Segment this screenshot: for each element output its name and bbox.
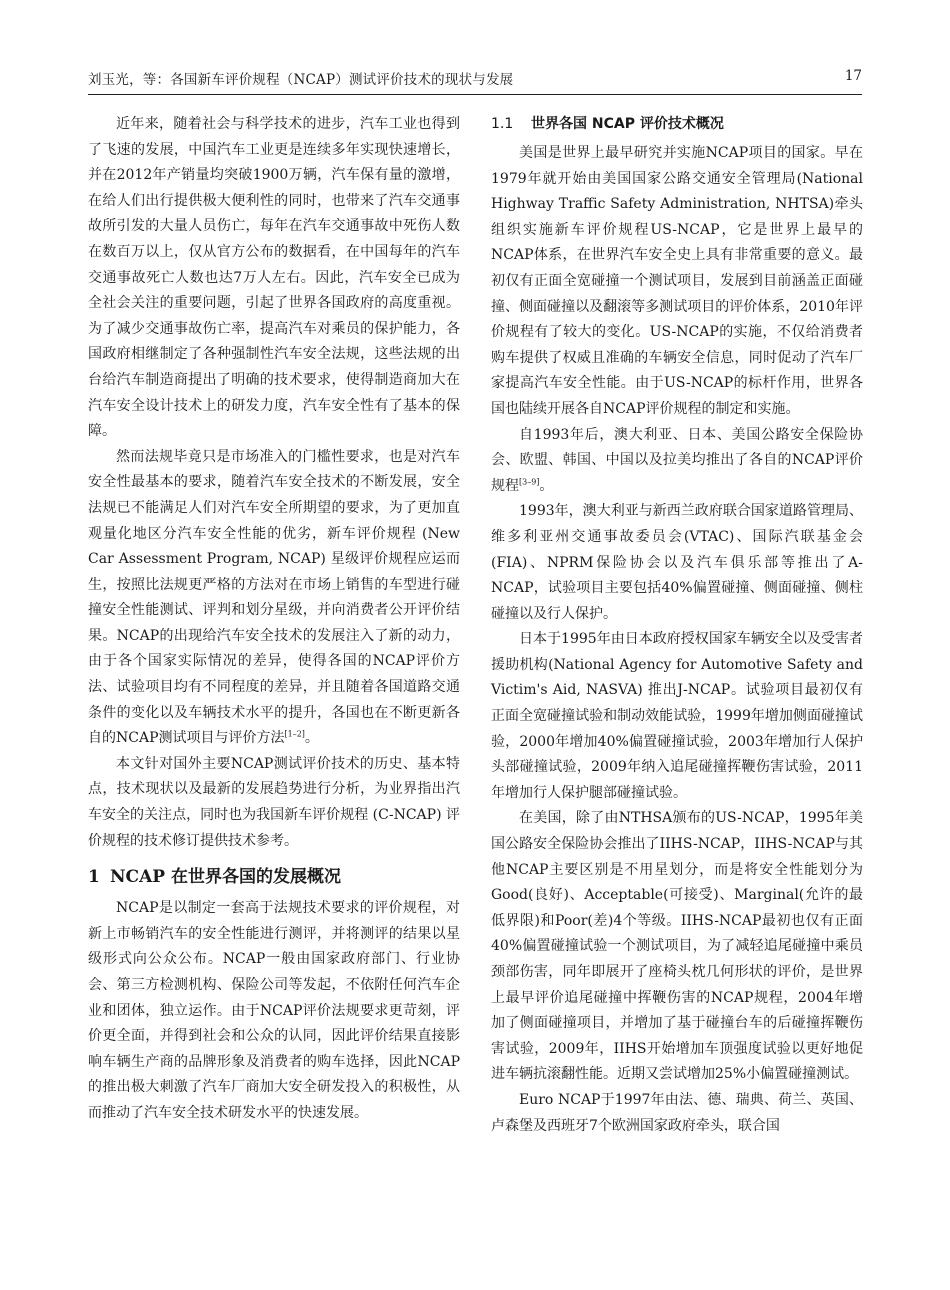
running-title: 刘玉光，等：各国新车评价规程（NCAP）测试评价技术的现状与发展 <box>88 72 514 88</box>
section-number: 1 <box>88 867 100 888</box>
page-number: 17 <box>844 68 862 84</box>
section-title: NCAP 在世界各国的发展概况 <box>110 867 341 888</box>
paragraph: 1993年，澳大利亚与新西兰政府联合国家道路管理局、维多利亚州交通事故委员会(VTAC)、国际汽联基金会(FIA)、NPRM保险协会以及汽车俱乐部等推出了A-NCAP，试验项目主要包括40%偏置碰撞、侧面碰撞、侧柱碰撞以及行人保护。 <box>491 503 863 622</box>
paragraph: 日本于1995年由日本政府授权国家车辆安全以及受害者援助机构(National Agency for Automotive Safety and Victim's Aid, NASVA) 推出J-NCAP。试验项目最初仅有正面全宽碰撞试验和制动效能试验，1999年增加侧面碰撞试验，2000年增加40%偏置碰撞试验，2003年增加行人保护头部碰撞试验，2009年纳入追尾碰撞挥鞭伤害试验，2011年增加行人保护腿部碰撞试验。 <box>491 631 863 801</box>
subsection-number: 1.1 <box>491 116 514 132</box>
right-column <box>491 112 863 1139</box>
paragraph-end: 。 <box>304 730 319 747</box>
subsection-title: 世界各国 NCAP 评价技术概况 <box>531 116 724 132</box>
paragraph-end: 。 <box>539 477 554 494</box>
paragraph: 美国是世界上最早研究并实施NCAP项目的国家。早在1979年就开始由美国国家公路交通安全管理局(National Highway Traffic Safety Administration, NHTSA)牵头组织实施新车评价规程US-NCAP，它是世界上最早的NCAP体系，在世界汽车安全史上具有非常重要的意义。最初仅有正面全宽碰撞一个测试项目，发展到目前涵盖正面碰撞、侧面碰撞以及翻滚等多测试项目的评价体系，2010年评价规程有了较大的变化。US-NCAP的实施，不仅给消费者购车提供了权威且准确的车辆安全信息，同时促动了汽车厂家提高汽车安全性能。由于US-NCAP的标杆作用，世界各国也陆续开展各自NCAP评价规程的制定和实施。 <box>491 145 863 417</box>
section-heading <box>88 864 460 890</box>
paragraph: Euro NCAP于1997年由法、德、瑞典、荷兰、英国、卢森堡及西班牙7个欧洲国家政府牵头，联合国 <box>491 1091 863 1134</box>
running-header <box>88 68 862 95</box>
paragraph: NCAP是以制定一套高于法规技术要求的评价规程，对新上市畅销汽车的安全性能进行测评，并将测评的结果以星级形式向公众公布。NCAP一般由国家政府部门、行业协会、第三方检测机构、保险公司等发起，不依附任何汽车企业和团体，独立运作。由于NCAP评价法规要求更苛刻，评价更全面，并得到社会和公众的认同，因此评价结果直接影响车辆生产商的品牌形象及消费者的购车选择，因此NCAP的推出极大刺激了汽车厂商加大安全研发投入的积极性，从而推动了汽车安全技术研发水平的快速发展。 <box>88 900 460 1121</box>
paragraph-text: 自1993年后，澳大利亚、日本、美国公路安全保险协会、欧盟、韩国、中国以及拉美均推出了各自的NCAP评价规程 <box>491 426 863 494</box>
citation: [1–2] <box>284 729 305 739</box>
left-column <box>88 112 460 1127</box>
citation: [3–9] <box>519 477 540 487</box>
paragraph <box>88 445 460 752</box>
paragraph: 本文针对国外主要NCAP测试评价技术的历史、基本特点，技术现状以及最新的发展趋势进行分析，为业界指出汽车安全的关注点，同时也为我国新车评价规程 (C-NCAP) 评价规程的技术修订提供技术参考。 <box>88 755 460 849</box>
paragraph <box>491 423 863 500</box>
paragraph: 在美国，除了由NTHSA颁布的US-NCAP，1995年美国公路安全保险协会推出了IIHS-NCAP，IIHS-NCAP与其他NCAP主要区别是不用星划分，而是将安全性能划分为Good(良好)、Acceptable(可接受)、Marginal(允许的最低界限)和Poor(差)4个等级。IIHS-NCAP最初也仅有正面40%偏置碰撞试验一个测试项目，为了减轻追尾碰撞中乘员颈部伤害，同年即展开了座椅头枕几何形状的评价，是世界上最早评价追尾碰撞中挥鞭伤害的NCAP规程，2004年增加了侧面碰撞项目，并增加了基于碰撞台车的后碰撞挥鞭伤害试验，2009年，IIHS开始增加车顶强度试验以更好地促进车辆抗滚翻性能。近期又尝试增加25%小偏置碰撞测试。 <box>491 810 863 1083</box>
paragraph: 近年来，随着社会与科学技术的进步，汽车工业也得到了飞速的发展，中国汽车工业更是连续多年实现快速增长，并在2012年产销量均突破1900万辆，汽车保有量的激增，在给人们出行提供极大便利性的同时，也带来了汽车交通事故所引发的大量人员伤亡，每年在汽车交通事故中死伤人数在数百万以上，仅从官方公布的数据看，在中国每年的汽车交通事故死亡人数也达7万人左右。因此，汽车安全已成为全社会关注的重要问题，引起了世界各国政府的高度重视。为了减少交通事故伤亡率，提高汽车对乘员的保护能力，各国政府相继制定了各种强制性汽车安全法规，这些法规的出台给汽车制造商提出了明确的技术要求，使得制造商加大在汽车安全设计技术上的研发力度，汽车安全性有了基本的保障。 <box>88 116 460 440</box>
paragraph-text: 然而法规毕竟只是市场准入的门槛性要求，也是对汽车安全性最基本的要求，随着汽车安全技术的不断发展，安全法规已不能满足人们对汽车安全所期望的要求，为了更加直观量化地区分汽车安全性能的优劣，新车评价规程 (New Car Assessment Program, NCAP) 星级评价规程应运而生，按照比法规更严格的方法对在市场上销售的车型进行碰撞安全性能测试、评判和划分星级，并向消费者公开评价结果。NCAP的出现给汽车安全技术的发展注入了新的动力，由于各个国家实际情况的差异，使得各国的NCAP评价方法、试验项目均有不同程度的差异，并且随着各国道路交通条件的变化以及车辆技术水平的提升，各国也在不断更新各自的NCAP测试项目与评价方法 <box>88 448 460 747</box>
subsection-heading <box>491 112 863 137</box>
